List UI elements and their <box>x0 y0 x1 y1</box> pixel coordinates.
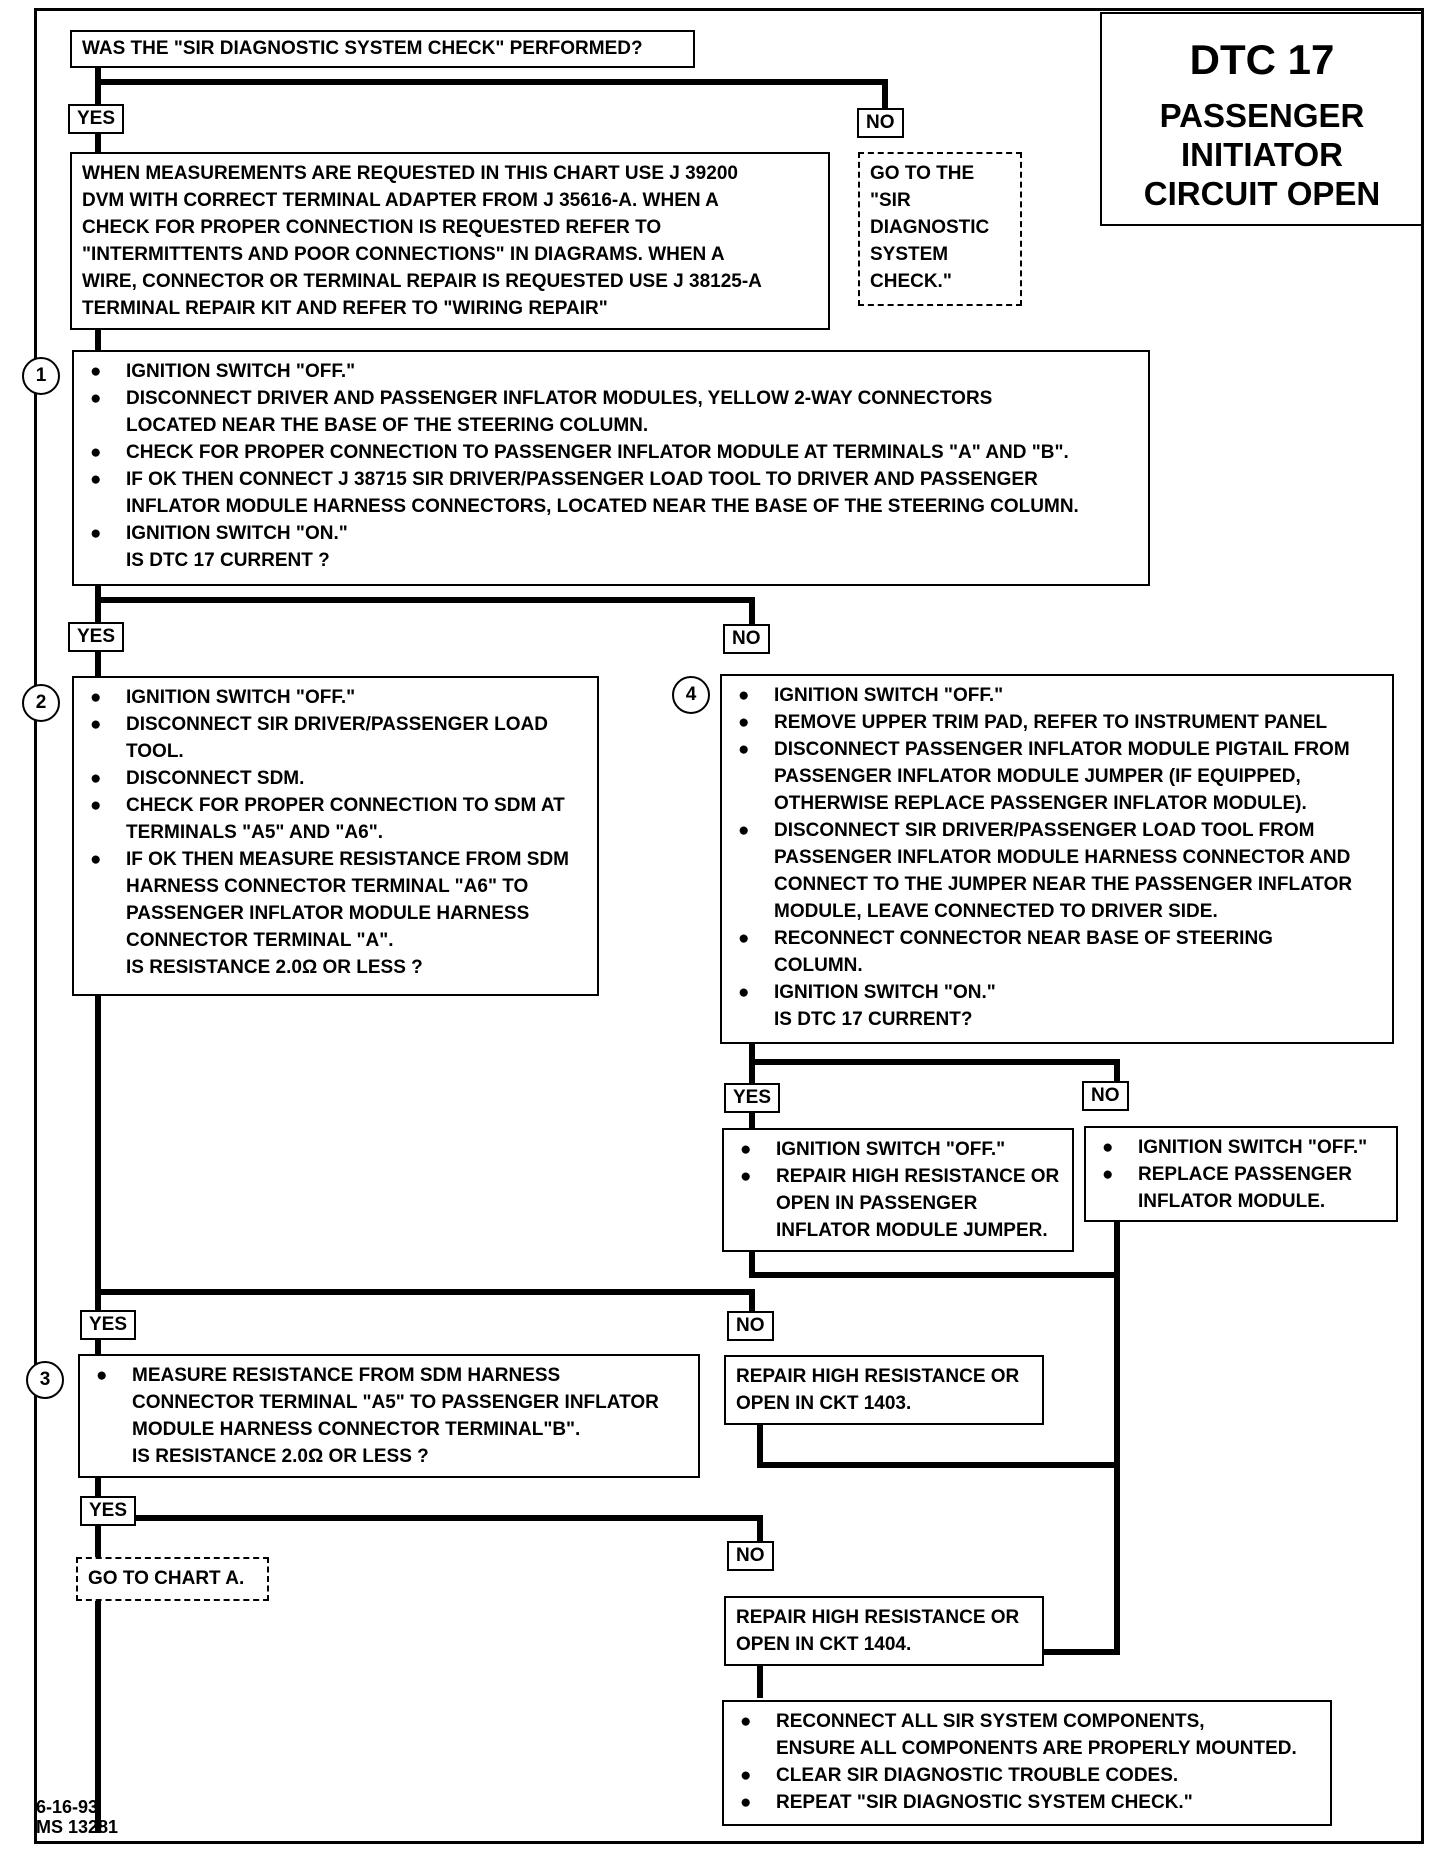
start-question: WAS THE "SIR DIAGNOSTIC SYSTEM CHECK" PERFORMED? <box>82 38 643 59</box>
step-1-bullet: ● IGNITION SWITCH "ON." <box>90 523 348 544</box>
connector-step1-split <box>98 580 752 626</box>
connector-step3-no <box>98 1518 760 1548</box>
repair-jumper-box <box>722 1128 1074 1252</box>
final-steps-box <box>722 1700 1332 1826</box>
no-label: NO <box>723 624 770 654</box>
step-3-question: IS RESISTANCE 2.0Ω OR LESS ? <box>132 1446 429 1467</box>
step-1-bullet: ● CHECK FOR PROPER CONNECTION TO PASSENGER INFLATOR MODULE AT TERMINALS "A" AND "B". <box>90 442 1069 463</box>
step-1-bullet: ● IGNITION SWITCH "OFF." <box>90 361 356 382</box>
connector-1403-merge <box>760 1420 1117 1465</box>
goto-chart-a: GO TO CHART A. <box>88 1568 245 1589</box>
step-4-question: IS DTC 17 CURRENT? <box>774 1009 973 1030</box>
step-4-number: 4 <box>672 676 710 714</box>
footer-date: 6-16-93 <box>36 1797 99 1817</box>
title-block <box>1100 12 1424 226</box>
repair-ckt-1404-box: REPAIR HIGH RESISTANCE OR OPEN IN CKT 1404. <box>724 1596 1044 1666</box>
dtc-description: PASSENGER INITIATOR CIRCUIT OPEN <box>1143 97 1381 212</box>
step-4-bullet: ● DISCONNECT PASSENGER INFLATOR MODULE PIGTAIL FROM PASSENGER INFLATOR MODULE JUMPER (IF EQUIPPED, OTHERWISE REPLACE PASSENGER INFLATOR MODULE). <box>738 739 1350 814</box>
step-2-bullet: ● CHECK FOR PROPER CONNECTION TO SDM AT TERMINALS "A5" AND "A6". <box>90 795 565 843</box>
dtc-code: DTC 17 <box>1189 36 1335 83</box>
replace-module-bullet: ● IGNITION SWITCH "OFF." <box>1102 1137 1368 1158</box>
step-3-number: 3 <box>26 1361 64 1399</box>
final-bullet: ● REPEAT "SIR DIAGNOSTIC SYSTEM CHECK." <box>740 1792 1193 1813</box>
connector-start-no <box>98 82 885 112</box>
step-2-box <box>72 676 599 996</box>
no-label: NO <box>727 1541 774 1571</box>
final-bullet: ● CLEAR SIR DIAGNOSTIC TROUBLE CODES. <box>740 1765 1179 1786</box>
yes-label: YES <box>68 622 124 652</box>
no-label: NO <box>857 108 904 138</box>
step-2-bullet: ● DISCONNECT SDM. <box>90 768 305 789</box>
step-2-number: 2 <box>22 684 60 722</box>
step-2-question: IS RESISTANCE 2.0Ω OR LESS ? <box>126 957 423 978</box>
final-bullet: ● RECONNECT ALL SIR SYSTEM COMPONENTS, ENSURE ALL COMPONENTS ARE PROPERLY MOUNTED. <box>740 1711 1297 1759</box>
step-3-bullet: ● MEASURE RESISTANCE FROM SDM HARNESS CONNECTOR TERMINAL "A5" TO PASSENGER INFLATOR MODULE HARNESS CONNECTOR TERMINAL"B". <box>96 1365 659 1440</box>
step-2-bullet: ● IGNITION SWITCH "OFF." <box>90 687 356 708</box>
replace-module-box <box>1084 1126 1398 1222</box>
yes-label: YES <box>724 1083 780 1113</box>
step-1-bullet: ● IF OK THEN CONNECT J 38715 SIR DRIVER/PASSENGER LOAD TOOL TO DRIVER AND PASSENGER INFLATOR MODULE HARNESS CONNECTORS, LOCATED NEAR THE BASE OF THE STEERING COLUMN. <box>90 469 1079 517</box>
step-4-box <box>720 674 1394 1044</box>
connector-step2-split <box>98 1292 752 1325</box>
connector-step4-split <box>752 1042 1117 1087</box>
step-1-box <box>72 350 1150 586</box>
yes-label: YES <box>80 1496 136 1526</box>
step-1-number: 1 <box>22 357 60 395</box>
yes-label: YES <box>80 1310 136 1340</box>
connector-jumper-merge <box>752 1248 1117 1275</box>
step-4-bullet: ● RECONNECT CONNECTOR NEAR BASE OF STEERING COLUMN. <box>738 928 1273 976</box>
replace-module-bullet: ● REPLACE PASSENGER INFLATOR MODULE. <box>1102 1164 1352 1212</box>
no-label: NO <box>1082 1081 1129 1111</box>
repair-jumper-bullet: ● IGNITION SWITCH "OFF." <box>740 1139 1006 1160</box>
step-1-question: IS DTC 17 CURRENT ? <box>126 550 330 571</box>
step-3-box <box>78 1354 700 1478</box>
step-4-bullet: ● DISCONNECT SIR DRIVER/PASSENGER LOAD TOOL FROM PASSENGER INFLATOR MODULE HARNESS CONNECTOR AND CONNECT TO THE JUMPER NEAR THE PASSENGER INFLATOR MODULE, LEAVE CONNECTED TO DRIVER SIDE. <box>738 820 1353 922</box>
footer-ms-number: MS 13281 <box>36 1817 119 1837</box>
start-question-box <box>70 30 695 68</box>
step-4-bullet: ● IGNITION SWITCH "ON." <box>738 982 996 1003</box>
step-1-bullet: ● DISCONNECT DRIVER AND PASSENGER INFLATOR MODULES, YELLOW 2-WAY CONNECTORS LOCATED NEAR THE BASE OF THE STEERING COLUMN. <box>90 388 993 436</box>
instructions-box: WHEN MEASUREMENTS ARE REQUESTED IN THIS CHART USE J 39200 DVM WITH CORRECT TERMINAL ADAPTER FROM J 35616-A. WHEN A CHECK FOR PROPER CONNECTION IS REQUESTED REFER TO "INTERMITTENTS AND POOR CONNECTIONS" IN DIAGRAMS. WHEN A WIRE, CONNECTOR OR TERMINAL REPAIR IS REQUESTED USE J 38125-A TERMINAL REPAIR KIT AND REFER TO "WIRING REPAIR" <box>70 152 830 330</box>
step-4-bullet: ● REMOVE UPPER TRIM PAD, REFER TO INSTRUMENT PANEL <box>738 712 1328 733</box>
step-2-bullet: ● IF OK THEN MEASURE RESISTANCE FROM SDM HARNESS CONNECTOR TERMINAL "A6" TO PASSENGER INFLATOR MODULE HARNESS CONNECTOR TERMINAL "A". <box>90 849 569 951</box>
step-4-bullet: ● IGNITION SWITCH "OFF." <box>738 685 1004 706</box>
goto-sir-check-box: GO TO THE "SIR DIAGNOSTIC SYSTEM CHECK." <box>858 152 1022 306</box>
step-2-bullet: ● DISCONNECT SIR DRIVER/PASSENGER LOAD TOOL. <box>90 714 548 762</box>
repair-jumper-bullet: ● REPAIR HIGH RESISTANCE OR OPEN IN PASSENGER INFLATOR MODULE JUMPER. <box>740 1166 1060 1241</box>
no-label: NO <box>727 1311 774 1341</box>
repair-ckt-1403-box: REPAIR HIGH RESISTANCE OR OPEN IN CKT 1403. <box>724 1355 1044 1425</box>
yes-label: YES <box>68 104 124 134</box>
goto-chart-a-box <box>76 1557 269 1601</box>
